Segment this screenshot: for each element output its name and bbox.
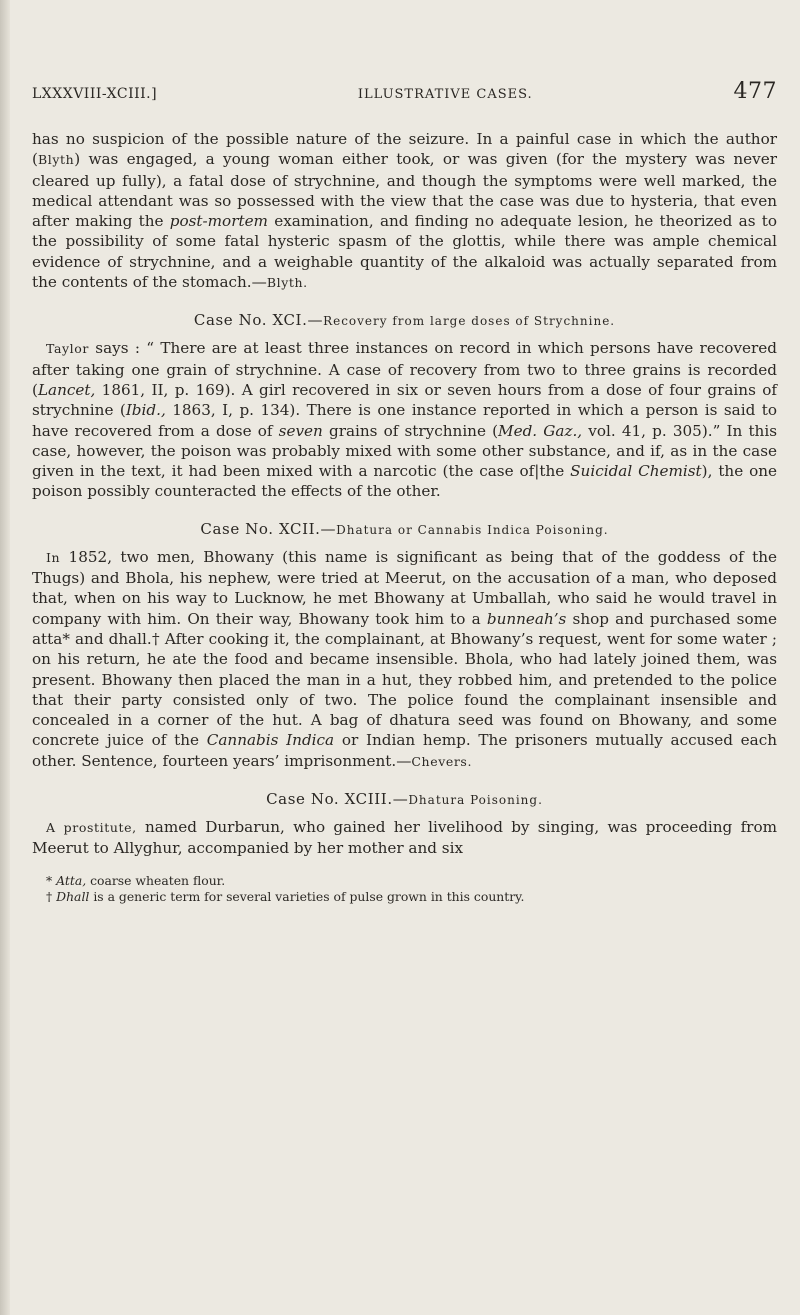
- case-xci-paragraph: Taylor says : “ There are at least three instances on record in which persons have recovered after taking one grain of strychnine. A case of recovery from two to three grains is recorded (Lancet, 1861, II, p. 169). A girl recovered in six or seven hours from a dose of four grains of strychnine (Ibid., 1863, I, p. 134). There is one instance reported in which a person is said to have recovered from a dose of seven grains of strychnine (Med. Gaz., vol. 41, p. 305).” In this case, however, the poison was probably mixed with some other substance, and if, as in the case given in the text, it had been mixed with a narcotic (the case of|the Suicidal Chemist), the one poison possibly counteracted the effects of the other.: [32, 339, 778, 501]
- header-chapter-range: LXXXVIII-XCIII.]: [32, 86, 158, 102]
- case-xciii-paragraph: A prostitute, named Durbarun, who gained her livelihood by singing, was proceeding from Meerut to Allyghur, accompanied by her mother and six: [32, 818, 777, 858]
- case-xciii-heading: Case No. XCIII.—Dhatura Poisoning.: [266, 790, 543, 809]
- book-page: [32, 79, 778, 906]
- case-xcii-paragraph: In 1852, two men, Bhowany (this name is significant as being that of the goddess of the Thugs) and Bhola, his nephew, were tried at Meerut, on the accusation of a man, who deposed that, when on his way to Lucknow, he met Bhowany at Umballah, who said he would travel in company with him. On their way, Bhowany took him to a bunneah’s shop and purchased some atta* and dhall.† After cooking it, the complainant, at Bhowany’s request, went for some water ; on his return, he ate the food and became insensible. Bhola, who had lately joined them, was present. Bhowany then placed the man in a hut, they robbed him, and pretended to the police that their party consisted only of two. The police found the complainant insensible and concealed in a corner of the hut. A bag of dhatura seed was found on Bhowany, and some concrete juice of the Cannabis Indica or Indian hemp. The prisoners mutually accused each other. Sentence, fourteen years’ imprisonment.—Chevers.: [32, 547, 777, 770]
- case-xcii-heading: Case No. XCII.—Dhatura or Cannabis Indica Poisoning.: [200, 519, 609, 538]
- footnote-dhall: † Dhall is a generic term for several varieties of pulse grown in this country.: [46, 889, 525, 905]
- footnotes: [32, 873, 777, 906]
- header-running-title: ILLUSTRATIVE CASES.: [357, 87, 533, 102]
- page-number: 477: [733, 79, 777, 104]
- signature-blyth: Blyth.: [266, 275, 308, 291]
- running-header: [32, 79, 777, 114]
- signature-chevers: Chevers.: [411, 753, 473, 769]
- footnote-atta: * Atta, coarse wheaten flour.: [46, 872, 226, 888]
- page-edge: [0, 0, 10, 1315]
- opening-paragraph: has no suspicion of the possible nature of the seizure. In a painful case in which the author (Blyth) was engaged, a young woman either took, or was given (for the mystery was never cleared up fully), a fatal dose of strychnine, and though the symptoms were well marked, the medical attendant was so possessed with the view that the case was due to hysteria, that even after making the post-mortem examination, and finding no adequate lesion, he theorized as to the possibility of some fatal hysteric spasm of the glottis, while there was ample chemical evidence of strychnine, and a weighable quantity of the alkaloid was actually separated from the contents of the stomach.—Blyth.: [32, 130, 778, 292]
- case-xci-heading: Case No. XCI.—Recovery from large doses of Strychnine.: [193, 311, 616, 330]
